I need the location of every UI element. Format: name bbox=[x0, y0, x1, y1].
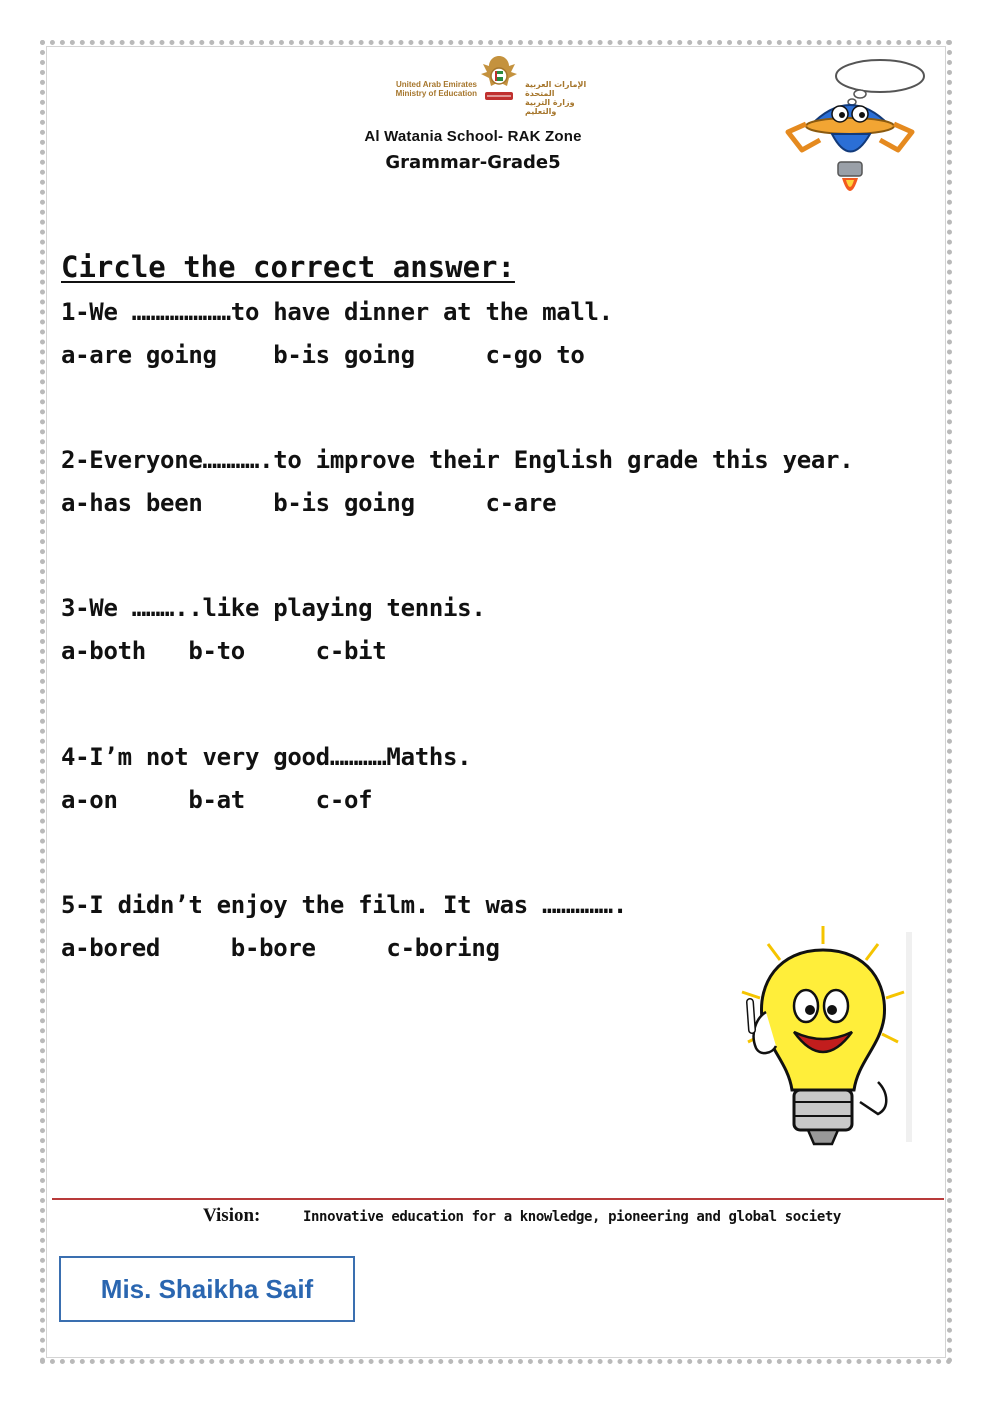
teacher-name-box bbox=[59, 1256, 355, 1322]
question-2: 2-Everyone………….to improve their English grade this year. bbox=[61, 446, 854, 474]
light-bulb-icon bbox=[728, 922, 918, 1157]
logo-text-en bbox=[395, 80, 477, 98]
teacher-name: Mis. Shaikha Saif bbox=[100, 1273, 314, 1304]
vision-label: Vision: bbox=[203, 1205, 261, 1226]
logo-text-ar bbox=[525, 80, 595, 116]
uae-emblem-icon bbox=[479, 52, 519, 108]
logo-en-line1: United Arab Emirates bbox=[395, 80, 477, 89]
question-4-options: a-on b-at c-of bbox=[61, 786, 373, 814]
question-4: 4-I’m not very good…………Maths. bbox=[61, 743, 472, 771]
instruction-heading: Circle the correct answer: bbox=[61, 250, 515, 284]
question-2-options: a-has been b-is going c-are bbox=[61, 489, 557, 517]
logo-ar-line1: الإمارات العربية المتحدة bbox=[525, 80, 587, 98]
question-3: 3-We ………..like playing tennis. bbox=[61, 594, 486, 622]
logo-ar-line2: وزارة التربية والتعليم bbox=[525, 98, 575, 116]
logo-en-line2: Ministry of Education bbox=[395, 89, 477, 98]
question-5-options: a-bored b-bore c-boring bbox=[61, 934, 500, 962]
footer-divider bbox=[52, 1198, 944, 1200]
thinking-robot-icon bbox=[780, 54, 940, 214]
subject-title: Grammar-Grade5 bbox=[385, 152, 561, 173]
question-1: 1-We …………………to have dinner at the mall. bbox=[61, 298, 613, 326]
question-5: 5-I didn’t enjoy the film. It was ……………. bbox=[61, 891, 627, 919]
school-name: Al Watania School- RAK Zone bbox=[364, 128, 582, 145]
page-border-inner bbox=[46, 46, 946, 1358]
question-1-options: a-are going b-is going c-go to bbox=[61, 341, 585, 369]
vision-statement: Innovative education for a knowledge, pioneering and global society bbox=[303, 1209, 841, 1225]
question-3-options: a-both b-to c-bit bbox=[61, 637, 387, 665]
ministry-logo bbox=[395, 52, 595, 116]
